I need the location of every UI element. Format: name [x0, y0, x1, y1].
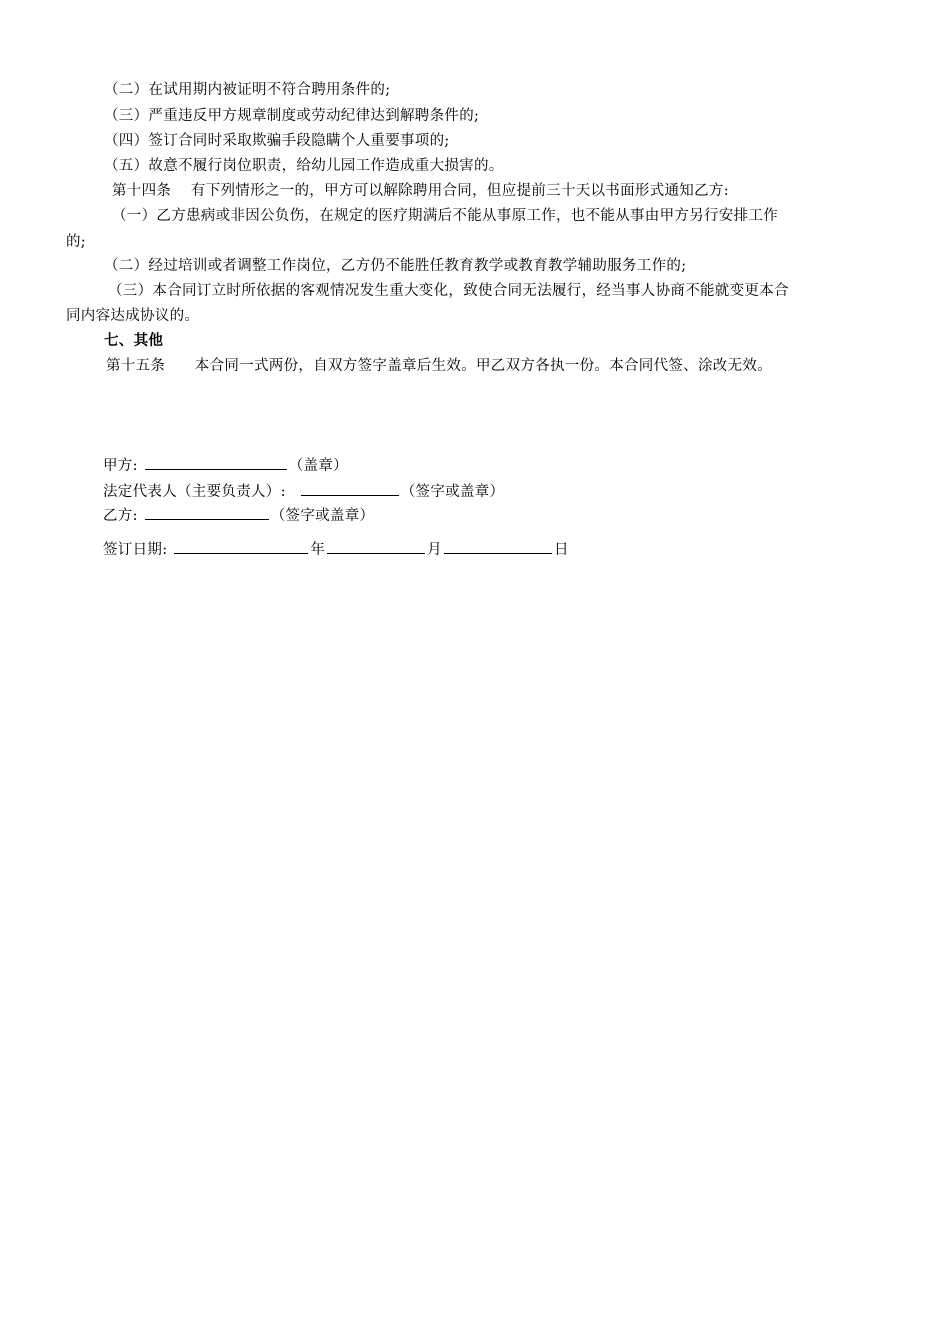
day-blank[interactable] [444, 539, 552, 554]
article-14-item-2: （二）经过培训或者调整工作岗位，乙方仍不能胜任教育教学或教育教学辅助服务工作的; [104, 258, 687, 274]
clause-2: （二）在试用期内被证明不符合聘用条件的; [104, 82, 391, 98]
legal-rep-note: （签字或盖章） [400, 484, 505, 500]
sign-date-line [103, 539, 569, 560]
clause-3: （三）严重违反甲方规章制度或劳动纪律达到解聘条件的; [104, 108, 480, 124]
article-14-item-1-line-1: （一）乙方患病或非因公负伤，在规定的医疗期满后不能从事原工作，也不能从事由甲方另行安排工作 [112, 208, 778, 224]
clause-5: （五）故意不履行岗位职责，给幼儿园工作造成重大损害的。 [104, 158, 504, 174]
article-14-item-3-line-1: （三）本合同订立时所依据的客观情况发生重大变化，致使合同无法履行，经当事人协商不能就变更本合 [108, 283, 789, 299]
legal-rep-signature-blank[interactable] [301, 481, 399, 496]
party-a-label: 甲方: [103, 458, 138, 474]
article-15: 第十五条 本合同一式两份，自双方签字盖章后生效。甲乙双方各执一份。本合同代签、涂改无效。 [106, 358, 772, 374]
legal-rep-line [103, 481, 504, 502]
party-b-line [103, 505, 374, 526]
party-b-label: 乙方: [103, 508, 138, 524]
party-a-line [103, 455, 348, 476]
section-7-title: 七、其他 [104, 332, 164, 349]
month-blank[interactable] [327, 539, 425, 554]
article-14-heading: 第十四条 有下列情形之一的，甲方可以解除聘用合同，但应提前三十天以书面形式通知乙方: [112, 183, 729, 199]
year-blank[interactable] [174, 539, 308, 554]
clause-4: （四）签订合同时采取欺骗手段隐瞒个人重要事项的; [104, 133, 450, 149]
article-14-item-1-line-2: 的; [66, 234, 86, 250]
day-label: 日 [553, 542, 569, 558]
month-label: 月 [427, 542, 442, 558]
year-label: 年 [310, 542, 326, 558]
party-a-note: （盖章） [288, 458, 348, 474]
party-b-note: （签字或盖章） [270, 508, 375, 524]
sign-date-label: 签订日期: [103, 542, 168, 558]
legal-rep-label: 法定代表人（主要负责人）: [103, 484, 286, 500]
article-14-item-3-line-2: 同内容达成协议的。 [66, 308, 200, 324]
party-b-signature-blank[interactable] [145, 505, 269, 520]
party-a-signature-blank[interactable] [145, 455, 287, 470]
